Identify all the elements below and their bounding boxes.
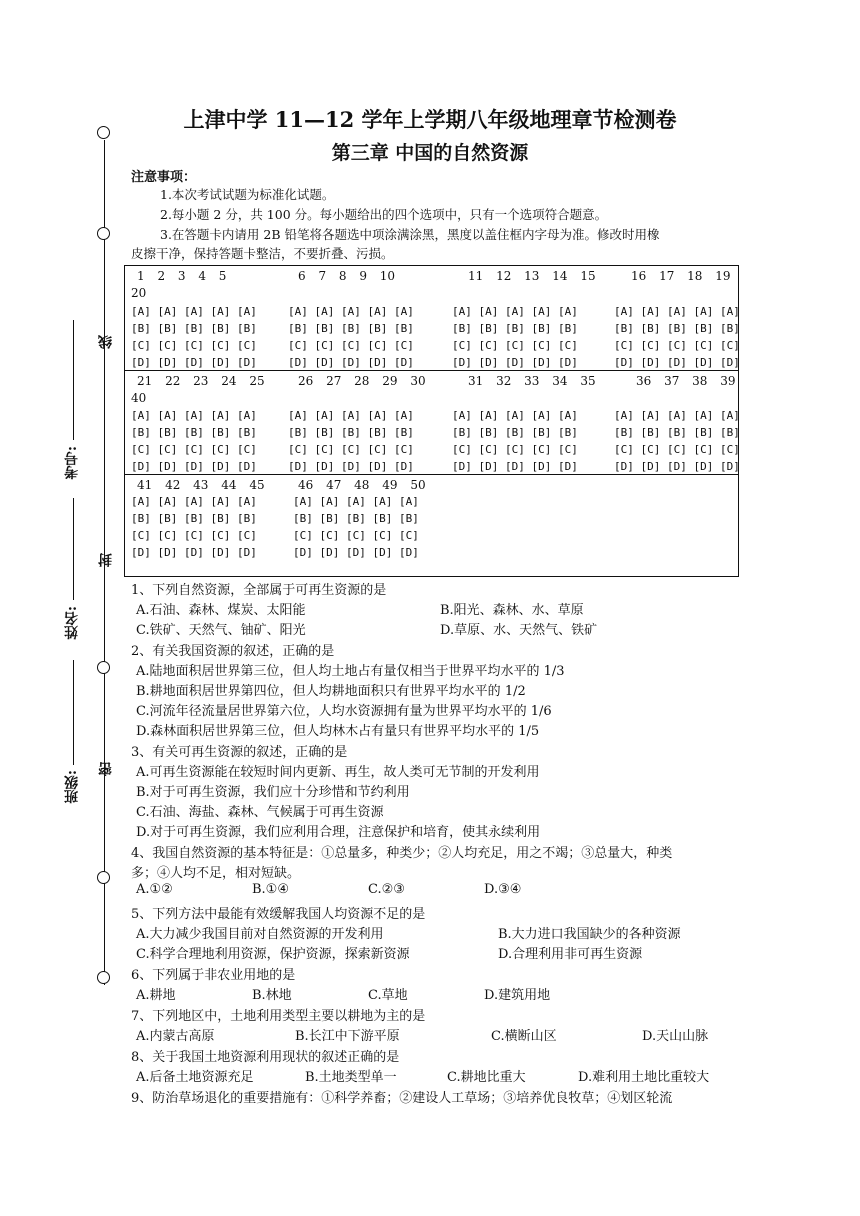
bubble-row[interactable]: [B] [B] [B] [B] [B] (131, 426, 257, 439)
bubble-row[interactable]: [D] [D] [D] [D] [D] (293, 546, 419, 559)
class-label: 班级: (64, 770, 80, 804)
seal-char-line: 线 (98, 335, 114, 349)
option-d[interactable]: D.合理利用非可再生资源 (498, 947, 643, 962)
option-b[interactable]: B.土地类型单一 (305, 1070, 397, 1085)
question-stem: 4、我国自然资源的基本特征是：①总量多，种类少；②人均充足，用之不竭；③总量大，种类 (131, 846, 673, 861)
note-item: 2.每小题 2 分，共 100 分。每小题给出的四个选项中，只有一个选项符合题意。 (160, 207, 608, 222)
binding-circle (97, 971, 110, 984)
question-stem: 9、防治草场退化的重要措施有：①科学养畜；②建设人工草场；③培养优良牧草；④划区轮流 (131, 1091, 673, 1106)
bubble-row[interactable]: [D] [D] [D] [D] [D] (452, 356, 578, 369)
seal-char-seal: 封 (98, 553, 114, 567)
bubble-group[interactable] (293, 493, 419, 561)
name-label: 姓名: (64, 606, 80, 640)
bubble-row[interactable]: [B] [B] [B] [B] [B] (614, 322, 740, 335)
option-c[interactable]: C.横断山区 (491, 1029, 557, 1044)
bubble-row[interactable]: [C] [C] [C] [C] [C] (288, 443, 414, 456)
option-c[interactable]: C.耕地比重大 (447, 1070, 526, 1085)
option-a[interactable]: A.耕地 (136, 988, 176, 1003)
bubble-row[interactable]: [C] [C] [C] [C] [C] (452, 339, 578, 352)
option-b[interactable]: B.林地 (252, 988, 292, 1003)
bubble-row[interactable]: [C] [C] [C] [C] [C] (452, 443, 578, 456)
bubble-row[interactable]: [A] [A] [A] [A] [A] (614, 409, 740, 422)
option-d[interactable]: D.草原、水、天然气、铁矿 (440, 623, 598, 638)
question-numbers: 46 47 48 49 50 (298, 478, 426, 492)
bubble-row[interactable]: [C] [C] [C] [C] [C] (131, 529, 257, 542)
bubble-row[interactable]: [C] [C] [C] [C] [C] (614, 339, 740, 352)
note-item: 1.本次考试试题为标准化试题。 (160, 187, 335, 202)
bubble-group[interactable] (131, 493, 257, 561)
bubble-row[interactable]: [B] [B] [B] [B] [B] (131, 322, 257, 335)
binding-circle (97, 661, 110, 674)
bubble-group[interactable] (131, 407, 257, 475)
bubble-row[interactable]: [A] [A] [A] [A] [A] (131, 305, 257, 318)
notes-heading: 注意事项： (131, 170, 197, 185)
name-field[interactable] (73, 498, 74, 600)
option-d[interactable]: D.对于可再生资源，我们应利用合理，注意保护和培育，使其永续利用 (136, 825, 541, 840)
bubble-row[interactable]: [B] [B] [B] [B] [B] (614, 426, 740, 439)
option-d[interactable]: D.建筑用地 (484, 988, 551, 1003)
option-a[interactable]: A.石油、森林、煤炭、太阳能 (136, 603, 306, 618)
option-c[interactable]: C.铁矿、天然气、铀矿、阳光 (136, 623, 306, 638)
option-b[interactable]: B.耕地面积居世界第四位，但人均耕地面积只有世界平均水平的 1/2 (136, 684, 526, 699)
question-numbers: 21 22 23 24 25 (137, 374, 265, 388)
option-a[interactable]: A.后备土地资源充足 (136, 1070, 254, 1085)
bubble-row[interactable]: [D] [D] [D] [D] [D] (288, 460, 414, 473)
option-a[interactable]: A.陆地面积居世界第三位，但人均土地占有量仅相当于世界平均水平的 1/3 (136, 664, 565, 679)
option-c[interactable]: C.科学合理地利用资源，保护资源，探索新资源 (136, 947, 410, 962)
question-numbers: 6 7 8 9 10 (298, 269, 396, 283)
bubble-row[interactable]: [B] [B] [B] [B] [B] (293, 512, 419, 525)
question-stem: 6、下列属于非农业用地的是 (131, 968, 296, 983)
question-stem: 1、下列自然资源，全部属于可再生资源的是 (131, 583, 387, 598)
question-numbers: 26 27 28 29 30 (298, 374, 426, 388)
seal-char-close: 密 (98, 762, 114, 776)
bubble-row[interactable]: [A] [A] [A] [A] [A] (293, 495, 419, 508)
exam-no-label: 考号: (64, 446, 80, 480)
bubble-row[interactable]: [A] [A] [A] [A] [A] (131, 409, 257, 422)
question-stem: 8、关于我国土地资源利用现状的叙述正确的是 (131, 1050, 400, 1065)
exam-no-field[interactable] (73, 320, 74, 440)
bubble-row[interactable]: [B] [B] [B] [B] [B] (288, 322, 414, 335)
bubble-row[interactable]: [B] [B] [B] [B] [B] (131, 512, 257, 525)
binding-circle (97, 126, 110, 139)
bubble-group[interactable] (614, 303, 740, 371)
question-numbers: 31 32 33 34 35 (468, 374, 596, 388)
binding-circle (97, 871, 110, 884)
option-b[interactable]: B.对于可再生资源，我们应十分珍惜和节约利用 (136, 785, 410, 800)
option-b[interactable]: B.大力进口我国缺少的各种资源 (498, 927, 681, 942)
bubble-row[interactable]: [A] [A] [A] [A] [A] (288, 305, 414, 318)
option-a[interactable]: A.可再生资源能在较短时间内更新、再生，故人类可无节制的开发利用 (136, 765, 540, 780)
question-numbers-wrap: 40 (131, 391, 147, 405)
question-stem: 7、下列地区中，土地利用类型主要以耕地为主的是 (131, 1009, 426, 1024)
bubble-row[interactable]: [A] [A] [A] [A] [A] (131, 495, 257, 508)
question-numbers: 16 17 18 19 (631, 269, 731, 283)
page-title: 上津中学 11—12 学年上学期八年级地理章节检测卷 (183, 107, 677, 132)
bubble-group[interactable] (452, 407, 578, 475)
option-a[interactable]: A.大力减少我国目前对自然资源的开发利用 (136, 927, 384, 942)
bubble-row[interactable]: [D] [D] [D] [D] [D] (131, 546, 257, 559)
binding-circle (97, 227, 110, 240)
bubble-row[interactable]: [C] [C] [C] [C] [C] (293, 529, 419, 542)
note-item: 皮擦干净，保持答题卡整洁，不要折叠、污损。 (131, 246, 394, 261)
option-b[interactable]: B.①④ (252, 882, 289, 897)
question-numbers: 36 37 38 39 (636, 374, 736, 388)
option-b[interactable]: B.长江中下游平原 (295, 1029, 400, 1044)
bubble-group[interactable] (614, 407, 740, 475)
option-d[interactable]: D.难利用土地比重较大 (578, 1070, 710, 1085)
question-numbers-wrap: 20 (131, 286, 147, 300)
class-field[interactable] (73, 660, 74, 765)
question-stem: 5、下列方法中最能有效缓解我国人均资源不足的是 (131, 907, 426, 922)
option-d[interactable]: D.天山山脉 (642, 1029, 709, 1044)
option-b[interactable]: B.阳光、森林、水、草原 (440, 603, 584, 618)
option-d[interactable]: D.森林面积居世界第三位，但人均林木占有量只有世界平均水平的 1/5 (136, 724, 540, 739)
bubble-row[interactable]: [D] [D] [D] [D] [D] (452, 460, 578, 473)
bubble-row[interactable]: [D] [D] [D] [D] [D] (614, 460, 740, 473)
option-c[interactable]: C.石油、海盐、森林、气候属于可再生资源 (136, 805, 384, 820)
bubble-row[interactable]: [D] [D] [D] [D] [D] (131, 356, 257, 369)
bubble-row[interactable]: [C] [C] [C] [C] [C] (288, 339, 414, 352)
bubble-group[interactable] (288, 407, 414, 475)
bubble-row[interactable]: [B] [B] [B] [B] [B] (452, 426, 578, 439)
bubble-group[interactable] (131, 303, 257, 371)
bubble-row[interactable]: [D] [D] [D] [D] [D] (614, 356, 740, 369)
option-a[interactable]: A.①② (136, 882, 173, 897)
question-numbers: 1 2 3 4 5 (137, 269, 227, 283)
bubble-row[interactable]: [A] [A] [A] [A] [A] (452, 409, 578, 422)
option-c[interactable]: C.河流年径流量居世界第六位，人均水资源拥有量为世界平均水平的 1/6 (136, 704, 552, 719)
question-stem: 2、有关我国资源的叙述，正确的是 (131, 644, 335, 659)
bubble-row[interactable]: [A] [A] [A] [A] [A] (614, 305, 740, 318)
page-subtitle: 第三章 中国的自然资源 (331, 142, 529, 164)
bubble-row[interactable]: [C] [C] [C] [C] [C] (614, 443, 740, 456)
question-numbers: 41 42 43 44 45 (137, 478, 265, 492)
option-c[interactable]: C.草地 (368, 988, 408, 1003)
bubble-row[interactable]: [A] [A] [A] [A] [A] (452, 305, 578, 318)
option-a[interactable]: A.内蒙古高原 (136, 1029, 215, 1044)
bubble-row[interactable]: [D] [D] [D] [D] [D] (131, 460, 257, 473)
bubble-row[interactable]: [A] [A] [A] [A] [A] (288, 409, 414, 422)
bubble-row[interactable]: [B] [B] [B] [B] [B] (288, 426, 414, 439)
bubble-row[interactable]: [C] [C] [C] [C] [C] (131, 443, 257, 456)
bubble-group[interactable] (288, 303, 414, 371)
bubble-row[interactable]: [B] [B] [B] [B] [B] (452, 322, 578, 335)
bubble-row[interactable]: [C] [C] [C] [C] [C] (131, 339, 257, 352)
question-stem-continued: 多；④人均不足，相对短缺。 (131, 866, 301, 881)
question-stem: 3、有关可再生资源的叙述，正确的是 (131, 745, 348, 760)
bubble-group[interactable] (452, 303, 578, 371)
option-d[interactable]: D.③④ (484, 882, 522, 897)
option-c[interactable]: C.②③ (368, 882, 405, 897)
note-item: 3.在答题卡内请用 2B 铅笔将各题选中项涂满涂黑，黑度以盖住框内字母为准。修改时用橡 (160, 227, 660, 242)
bubble-row[interactable]: [D] [D] [D] [D] [D] (288, 356, 414, 369)
question-numbers: 11 12 13 14 15 (468, 269, 596, 283)
